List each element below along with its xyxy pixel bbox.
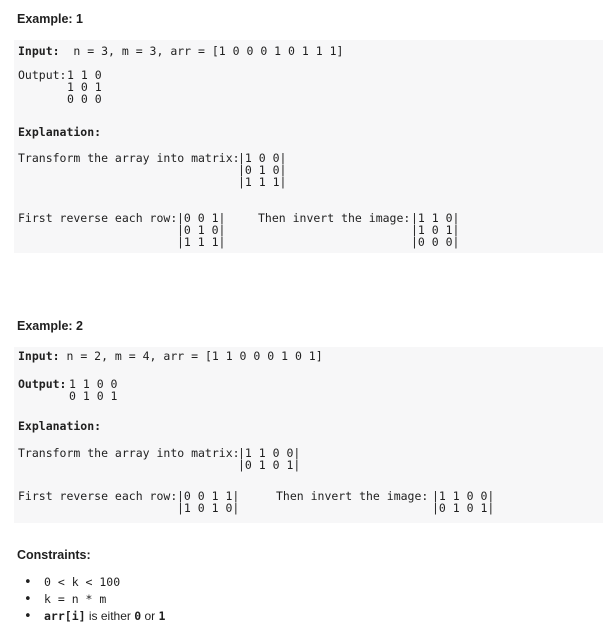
input-value: n = 2, m = 4, arr = [1 1 0 0 0 1 0 1]	[59, 349, 323, 363]
constraint-text: is either	[85, 609, 135, 623]
matrix-row: |1 0 1 0|	[177, 501, 240, 515]
example-1-heading: Example: 1	[17, 12, 84, 26]
explanation-label: Explanation:	[18, 125, 102, 139]
reverse-matrix	[177, 490, 239, 514]
matrix-row: |0 0 1 1|	[177, 489, 240, 503]
invert-matrix	[432, 490, 494, 514]
constraint-code: arr[i]	[44, 609, 86, 623]
matrix-row: |1 1 1|	[238, 175, 287, 189]
matrix-row: |1 0 1|	[411, 223, 460, 237]
input-label: Input:	[18, 349, 60, 363]
constraint-item	[22, 574, 165, 591]
matrix-row: |0 0 1|	[177, 211, 226, 225]
example-2-block	[14, 347, 603, 523]
matrix-row: |0 1 0|	[238, 163, 287, 177]
input-value: n = 3, m = 3, arr = [1 0 0 0 1 0 1 1 1]	[59, 44, 344, 58]
constraints-list	[22, 574, 165, 625]
matrix-row: |1 1 0|	[411, 211, 460, 225]
input-label: Input:	[18, 44, 60, 58]
invert-matrix	[411, 212, 459, 248]
constraint-code: 1	[158, 609, 166, 623]
matrix-row: |0 0 0|	[411, 235, 460, 249]
matrix-row: |1 1 0 0|	[432, 489, 495, 503]
constraint-item	[22, 608, 165, 625]
transform-text: Transform the array into matrix:	[18, 446, 240, 460]
constraint-code: k = n * m	[44, 592, 107, 606]
example-1-output	[67, 69, 102, 105]
matrix-row: |1 1 1|	[177, 235, 226, 249]
constraint-code: 0 < k < 100	[44, 575, 121, 589]
invert-text: Then invert the image:	[258, 211, 411, 225]
output-label: Output:	[18, 68, 67, 82]
output-row: 1 1 0	[67, 68, 102, 82]
explanation-label: Explanation:	[18, 419, 102, 433]
transform-matrix	[238, 447, 300, 471]
example-2-heading: Example: 2	[17, 319, 84, 333]
matrix-row: |1 1 0 0|	[238, 446, 301, 460]
matrix-row: |1 0 0|	[238, 151, 287, 165]
output-label: Output:	[18, 377, 67, 391]
constraint-code: 0	[134, 609, 142, 623]
example-2-input	[18, 350, 323, 362]
transform-matrix	[238, 152, 286, 188]
output-row: 0 0 0	[67, 92, 102, 106]
example-1-block	[14, 40, 603, 253]
constraint-text: or	[141, 609, 159, 623]
example-1-input	[18, 45, 343, 57]
matrix-row: |0 1 0 1|	[238, 458, 301, 472]
constraint-item	[22, 591, 165, 608]
reverse-text: First reverse each row:	[18, 211, 178, 225]
reverse-matrix	[177, 212, 225, 248]
example-2-output	[69, 378, 117, 402]
constraints-heading: Constraints:	[17, 548, 91, 562]
matrix-row: |0 1 0|	[177, 223, 226, 237]
output-row: 1 0 1	[67, 80, 102, 94]
transform-text: Transform the array into matrix:	[18, 151, 240, 165]
output-row: 1 1 0 0	[69, 377, 118, 391]
reverse-text: First reverse each row:	[18, 489, 178, 503]
output-row: 0 1 0 1	[69, 389, 118, 403]
invert-text: Then invert the image:	[276, 489, 429, 503]
matrix-row: |0 1 0 1|	[432, 501, 495, 515]
